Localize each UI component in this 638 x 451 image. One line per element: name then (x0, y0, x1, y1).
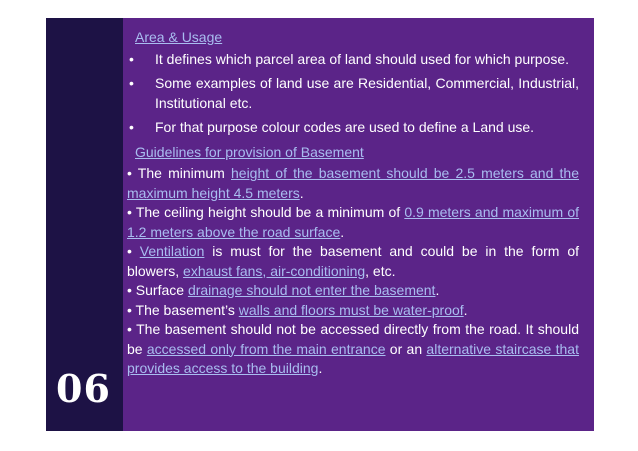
guideline-text: • The basement’s (127, 301, 239, 318)
guideline-link[interactable]: alternative staircase that provides access to the building (127, 340, 579, 376)
guideline-text: . (318, 360, 323, 376)
heading-basement-guidelines: Guidelines for provision of Basement (135, 143, 364, 160)
guideline-link[interactable]: walls and floors must be water-proof (238, 301, 464, 318)
area-usage-list (127, 50, 579, 138)
slide-number: 06 (56, 366, 111, 411)
slide-content (127, 28, 579, 379)
guideline-text: • The minimum (127, 165, 231, 181)
guideline-access (127, 320, 579, 379)
guideline-link[interactable]: exhaust fans, air-conditioning (183, 262, 366, 279)
guideline-text: • (127, 243, 140, 259)
guideline-waterproof (127, 301, 579, 321)
guideline-ventilation (127, 242, 579, 281)
guideline-link[interactable]: accessed only from the main entrance (146, 340, 386, 357)
guideline-text: . (299, 184, 304, 201)
guideline-link[interactable]: height of the basement should be 2.5 meters and the maximum height 4.5 meters (127, 165, 579, 201)
guideline-text: . (463, 301, 468, 318)
guideline-text: or an (385, 340, 427, 357)
heading-area-usage: Area & Usage (135, 29, 223, 45)
guideline-basement-height (127, 164, 579, 203)
guideline-drainage (127, 281, 579, 301)
guideline-text: . (435, 282, 440, 298)
list-item: • It defines which parcel area of land should used for which purpose. (127, 50, 579, 70)
guideline-ceiling-height (127, 203, 579, 242)
guideline-text: • The ceiling height should be a minimum of (127, 204, 405, 220)
guideline-link[interactable]: drainage should not enter the basement (187, 282, 436, 298)
guideline-text: • Surface (127, 282, 188, 298)
guideline-link[interactable]: Ventilation (139, 243, 205, 259)
list-item: • Some examples of land use are Residential, Commercial, Industrial, Institutional etc. (127, 74, 579, 113)
guideline-text: , etc. (365, 262, 396, 279)
guideline-text: • The basement should not be accessed directly from the road. It should be (127, 321, 579, 357)
guideline-link[interactable]: 0.9 meters and maximum of 1.2 meters above the road surface (127, 204, 579, 240)
guideline-text: . (340, 223, 345, 240)
guideline-text: is must for the basement and could be in the form of blowers, (127, 243, 579, 279)
list-item: • For that purpose colour codes are used to define a Land use. (127, 118, 579, 138)
